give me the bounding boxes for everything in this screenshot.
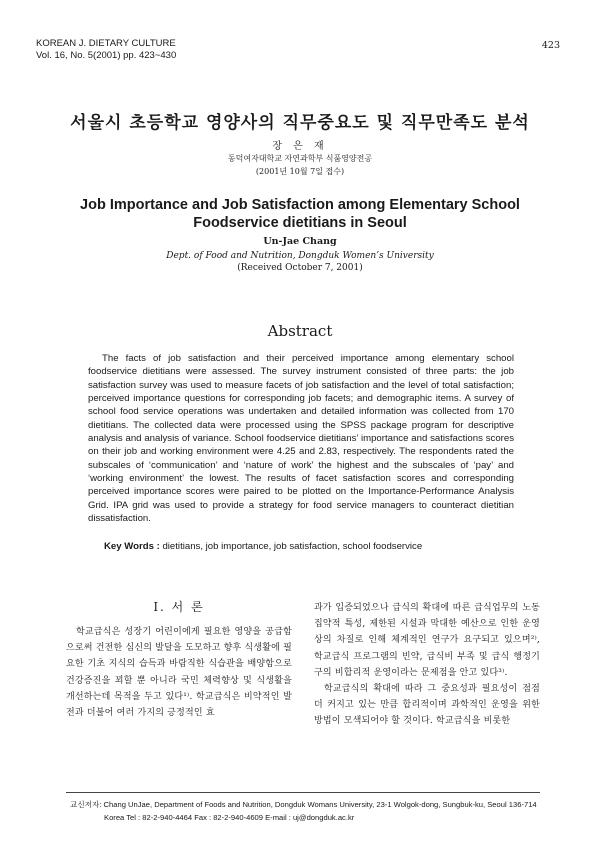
abstract-heading: Abstract <box>267 322 333 340</box>
left-column <box>66 600 292 721</box>
korean-affiliation-block <box>0 152 600 178</box>
keywords <box>104 541 422 552</box>
korean-author: 장 은 재 <box>272 141 328 152</box>
footnote-line1: 교신저자: Chang UnJae, Department of Foods and Nutrition, Dongduk Womans University, 23-1 Wolgok-dong, Sungbuk-ku, Seoul 136-714 <box>70 800 537 809</box>
body-paragraph-right-2: 학교급식의 확대에 따라 그 중요성과 필요성이 점점 더 커지고 있는 만큼 합리적이며 과학적인 운영을 위한 방법이 모색되어야 할 것이다. 학교급식을 비롯한 <box>314 684 540 727</box>
footnote-divider <box>66 792 540 793</box>
page-number: 423 <box>541 40 560 51</box>
english-affiliation-block <box>0 250 600 274</box>
journal-volume: Vol. 16, No. 5(2001) pp. 423~430 <box>36 50 177 61</box>
body-paragraph-left: 학교급식은 성장기 어린이에게 필요한 영양을 공급함으로써 건전한 심신의 발달을 도모하고 향후 식생활에 필요한 기초 지식의 습득과 바람직한 식습관을 배양함으로 건강증진을 꾀할 뿐 아니라 국민 체력향상 및 식생활을 개선하는데 목적을 두고 있다¹⁾. 학교급식은 비약적인 발전과 더불어 여러 가지의 긍정적인 효 <box>66 627 292 719</box>
abstract-body: The facts of job satisfaction and their perceived importance among elementary school foodservice dietitians were assessed. The survey instrument consisted of three parts: the job satisfaction survey was used to measure facets of job satisfaction and the level of total satisfaction; perceived importance questions for corresponding job facets; and demographic items. A survey of school food service operations was undertaken and detailed information was collected from 170 dietitians. The collected data were processed using the SPSS package program for descriptive analysis and analysis of variance. School foodservice dietitians’ importance and satisfactions scores on their job and working environment were 4.25 and 2.83, respectively. The respondents rated the subscales of ‘communication’ and ‘nature of work’ the highest and the subscales of ‘pay’ and ‘working environment’ the lowest. The results of facet satisfaction scores and corresponding perceived importance scores were paired to be plotted on the Importance-Performance Analysis Grid. IPA grid was used to provide a strategy for food service managers to counteract dietitian dissatisfaction. <box>88 353 514 525</box>
footnote-line2: Korea Tel : 82-2-940-4464 Fax : 82-2-940-4609 E-mail : uj@dongduk.ac.kr <box>104 813 355 822</box>
english-title <box>0 196 600 232</box>
korean-title: 서울시 초등학교 영양사의 직무중요도 및 직무만족도 분석 <box>70 113 530 133</box>
english-title-line1: Job Importance and Job Satisfaction among Elementary School <box>80 197 520 213</box>
korean-received-date: (2001년 10월 7일 접수) <box>255 167 345 176</box>
journal-header <box>36 38 176 62</box>
english-affiliation: Dept. of Food and Nutrition, Dongduk Women’s University <box>166 251 434 261</box>
korean-affiliation: 동덕여자대학교 자연과학부 식품영양전공 <box>227 154 373 163</box>
english-received-date: (Received October 7, 2001) <box>237 263 363 273</box>
body-paragraph-right-1: 과가 입증되었으나 급식의 확대에 따른 급식업무의 노동집약적 특성, 제한된 시설과 막대한 예산으로 인한 운영상의 차질로 인해 체계적인 연구가 요구되고 있으며²⁾, 학교급식 프로그램의 빈약, 급식비 부족 및 급식 행정기구의 비합리적 운영이라는 문제점을 안고 있다³⁾. <box>314 603 540 678</box>
keywords-text: dietitians, job importance, job satisfaction, school foodservice <box>162 541 423 552</box>
keywords-label: Key Words : <box>104 541 160 552</box>
english-author: Un-Jae Chang <box>263 236 337 247</box>
corresponding-author-footnote <box>70 798 550 824</box>
english-title-line2: Foodservice dietitians in Seoul <box>193 215 407 231</box>
section-heading-introduction: I. 서 론 <box>153 600 205 614</box>
right-column <box>314 600 540 730</box>
journal-name: KOREAN J. DIETARY CULTURE <box>36 38 176 49</box>
